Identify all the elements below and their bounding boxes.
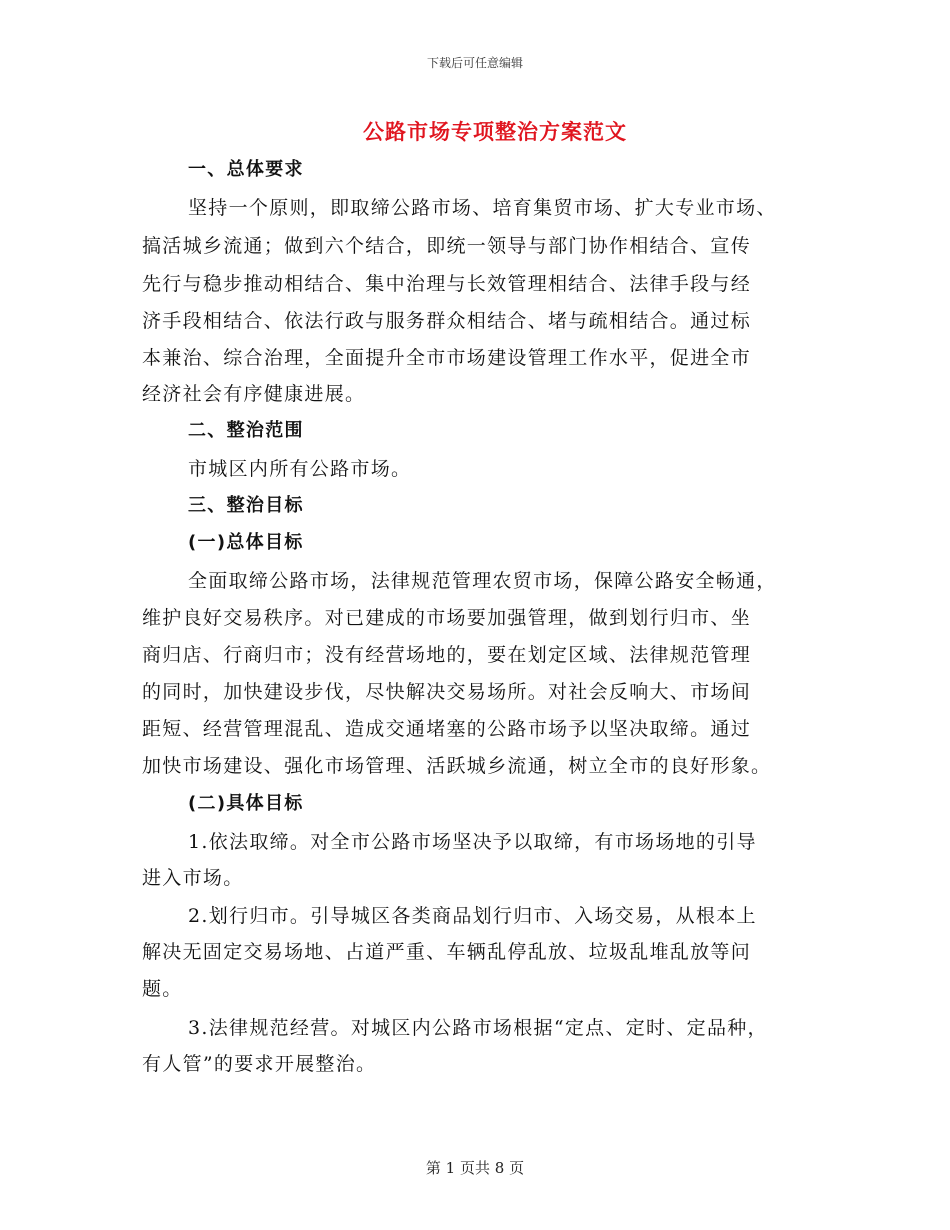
page-number: 第 1 页共 8 页 — [425, 1159, 525, 1177]
section-heading-2: 二、整治范围 — [188, 420, 304, 441]
paragraph-line: 经济社会有序健康进展。 — [142, 383, 366, 405]
section-heading-3: 三、整治目标 — [188, 495, 304, 516]
header-note: 下载后可任意编辑 — [426, 56, 523, 70]
paragraph-line: 济手段相结合、依法行政与服务群众相结合、堵与疏相结合。通过标 — [142, 310, 752, 332]
paragraph-line: 距短、经营管理混乱、造成交通堵塞的公路市场予以坚决取缔。通过 — [142, 718, 752, 740]
section-heading-1: 一、总体要求 — [188, 159, 304, 180]
list-item-1: 1.依法取缔。对全市公路市场坚决予以取缔，有市场场地的引导 — [188, 831, 757, 853]
paragraph-line: 解决无固定交易场地、占道严重、车辆乱停乱放、垃圾乱堆乱放等问 — [142, 941, 752, 963]
paragraph-line: 题。 — [142, 978, 183, 1000]
list-item-3: 3.法律规范经营。对城区内公路市场根据“定点、定时、定品种， — [188, 1017, 768, 1039]
subsection-heading-2: (二)具体目标 — [188, 793, 304, 814]
paragraph-line: 本兼治、综合治理，全面提升全市市场建设管理工作水平，促进全市 — [142, 347, 752, 369]
paragraph-line: 加快市场建设、强化市场管理、活跃城乡流通，树立全市的良好形象。 — [142, 755, 772, 777]
paragraph-line: 有人管”的要求开展整治。 — [142, 1053, 377, 1075]
document-title: 公路市场专项整治方案范文 — [363, 119, 627, 144]
paragraph-line: 全面取缔公路市场，法律规范管理农贸市场，保障公路安全畅通， — [188, 570, 777, 592]
paragraph-line: 维护良好交易秩序。对已建成的市场要加强管理，做到划行归市、坐 — [142, 607, 752, 629]
paragraph-line: 搞活城乡流通；做到六个结合，即统一领导与部门协作相结合、宣传 — [142, 235, 752, 257]
paragraph-line: 进入市场。 — [142, 867, 244, 889]
paragraph-line: 市城区内所有公路市场。 — [188, 458, 412, 480]
paragraph-line: 商归店、行商归市；没有经营场地的，要在划定区域、法律规范管理 — [142, 644, 752, 666]
paragraph-line: 坚持一个原则，即取缔公路市场、培育集贸市场、扩大专业市场、 — [188, 197, 777, 219]
list-item-2: 2.划行归市。引导城区各类商品划行归市、入场交易，从根本上 — [188, 905, 757, 927]
paragraph-line: 的同时，加快建设步伐，尽快解决交易场所。对社会反响大、市场间 — [142, 681, 752, 703]
subsection-heading-1: (一)总体目标 — [188, 532, 304, 553]
paragraph-line: 先行与稳步推动相结合、集中治理与长效管理相结合、法律手段与经 — [142, 273, 752, 295]
